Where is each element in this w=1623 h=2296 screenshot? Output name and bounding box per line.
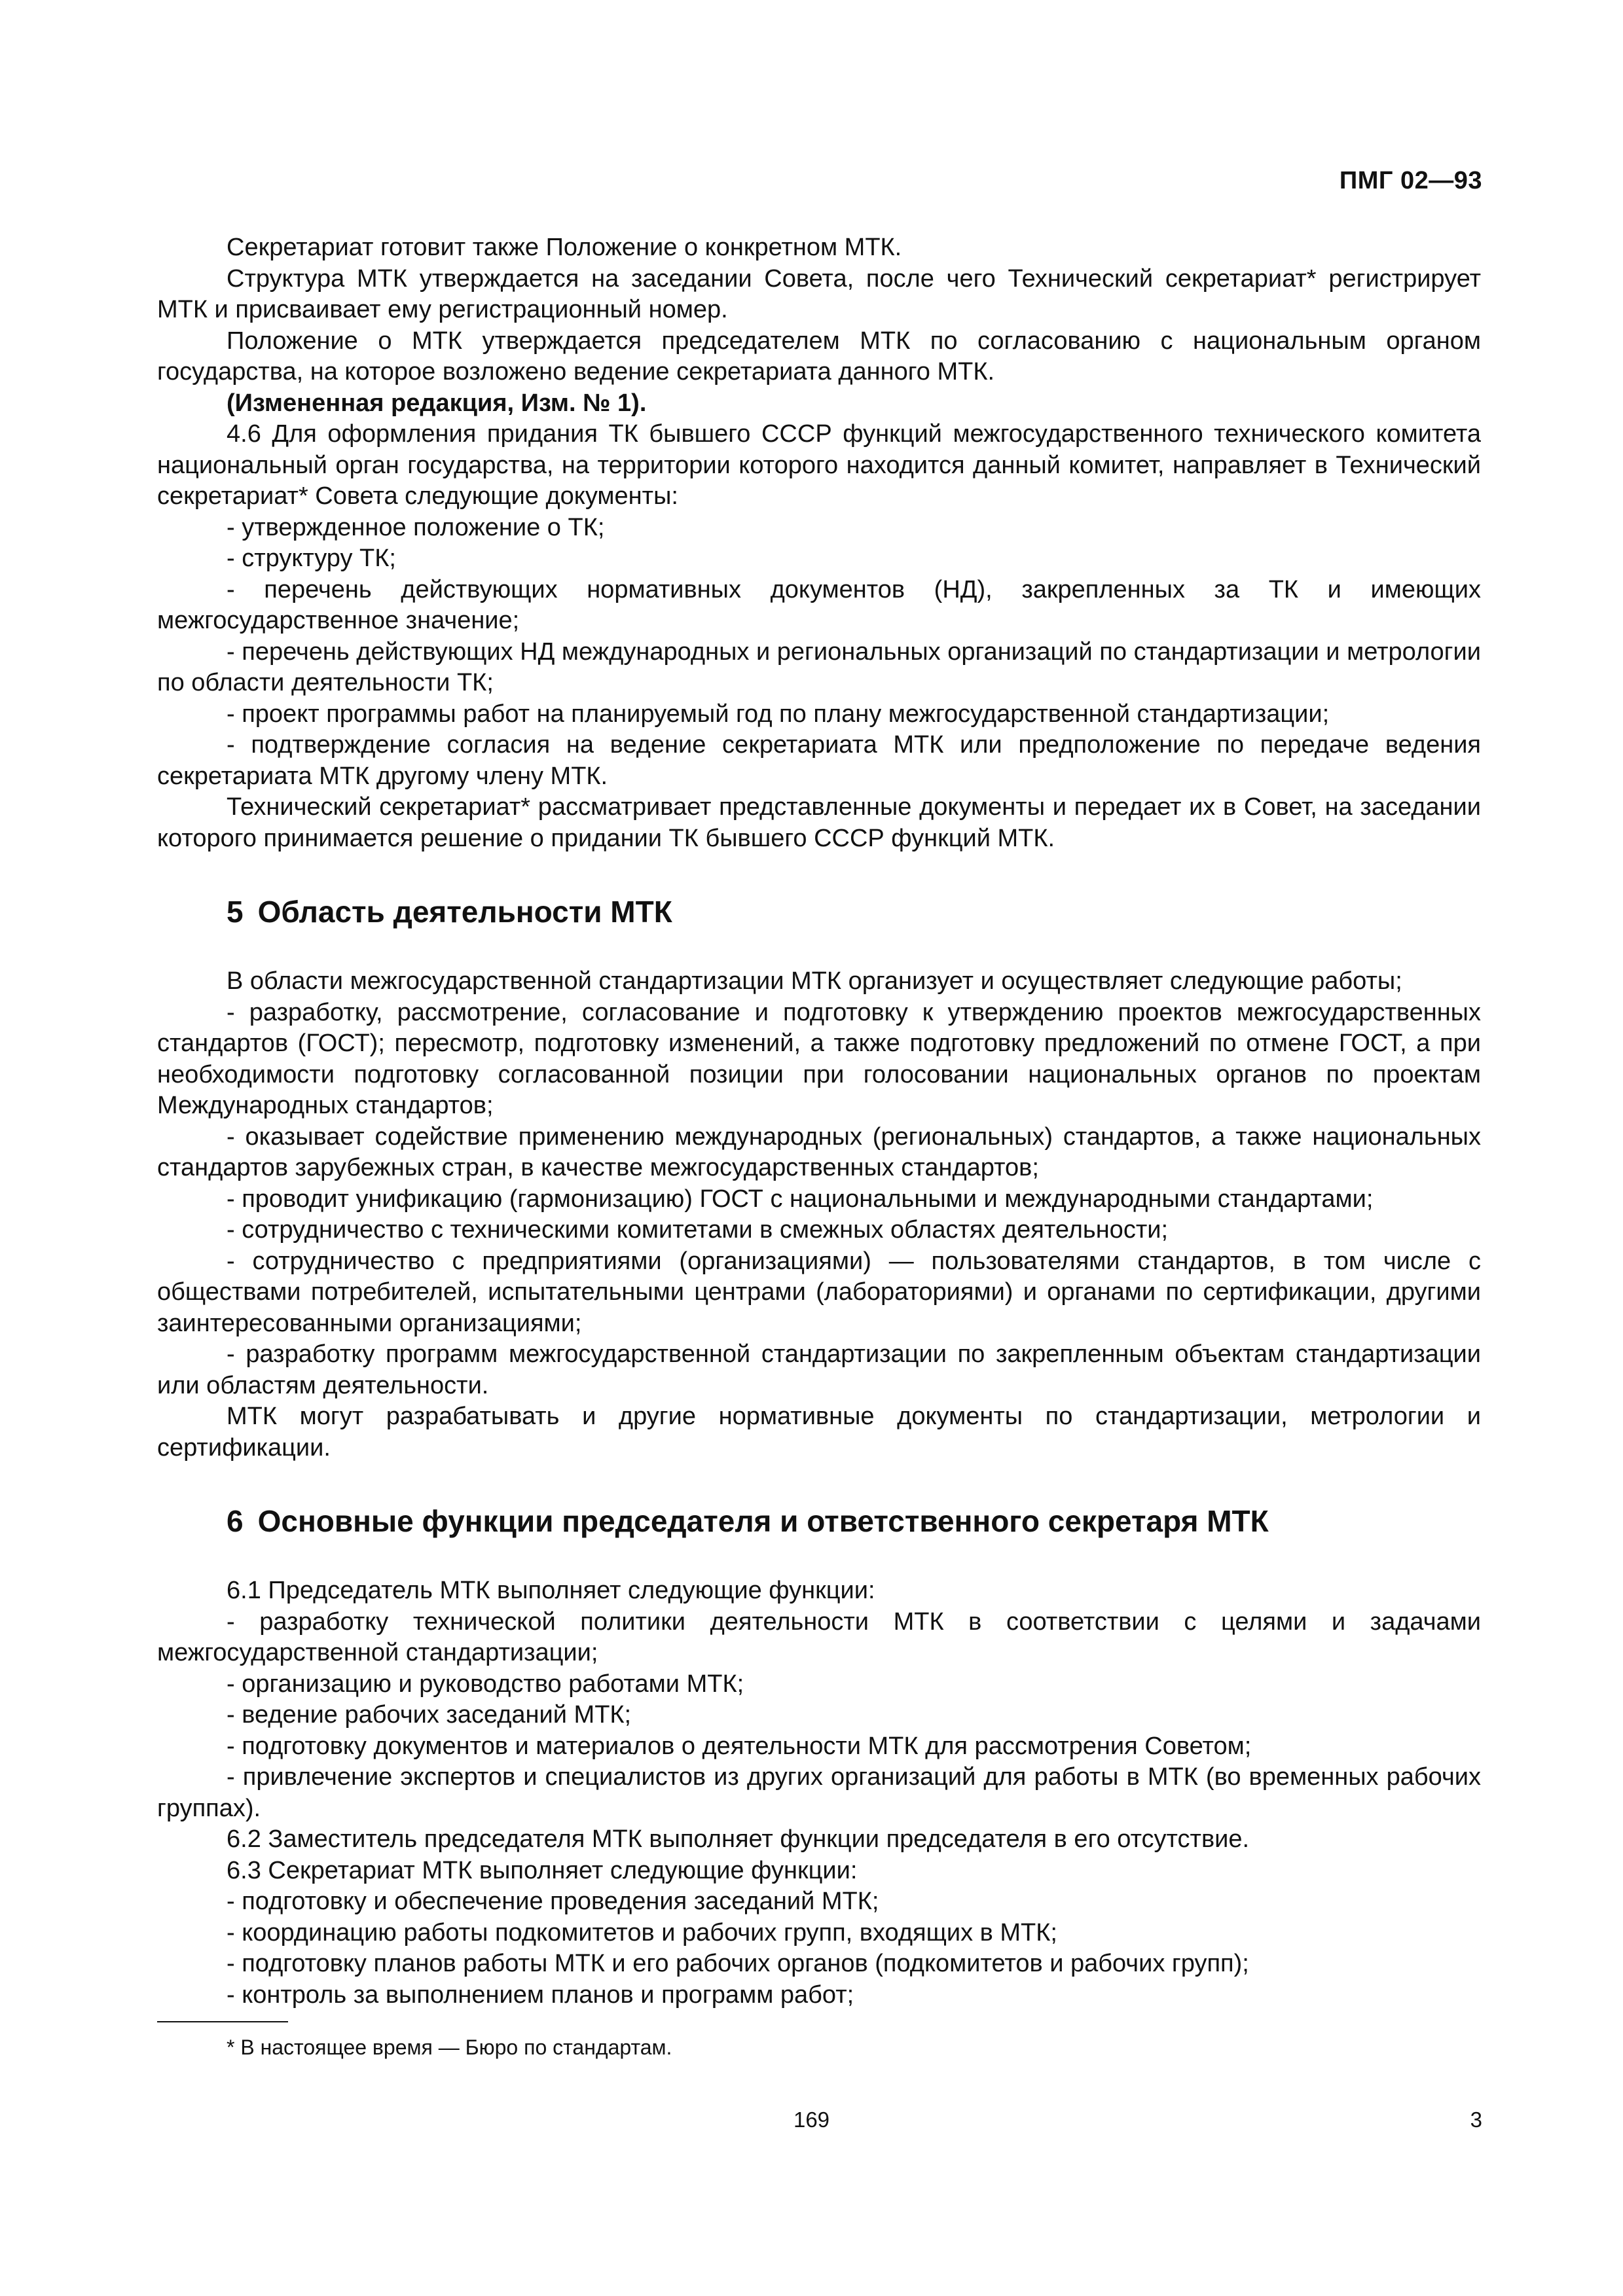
list-item: - разработку, рассмотрение, согласование и подготовку к утверждению проектов межгосударственных стандартов (ГОСТ); пересмотр, подготовку изменений, а также подготовку предложений по отмене ГОСТ, а при необходимости подготовку согласованной позиции при голосовании национальных органов по проектам Международных стандартов; [157, 998, 1481, 1119]
list-item: - сотрудничество с техническими комитетами в смежных областях деятельности; [227, 1216, 1169, 1244]
paragraph: 4.6 Для оформления придания ТК бывшего СССР функций межгосударственного технического комитета национальный орган государства, на территории которого находится данный комитет, направляет в Технический секретариат* Совета следующие документы: [157, 420, 1481, 510]
section-6-heading [157, 1503, 1481, 1539]
list-item: - организацию и руководство работами МТК; [227, 1670, 744, 1698]
list-item: - сотрудничество с предприятиями (организациями) — пользователями стандартов, в том числе с обществами потребителей, испытательными центрами (лабораториями) и органами по сертификации, другими заинтересованными организациями; [157, 1247, 1481, 1337]
list-item: - перечень действующих нормативных документов (НД), закрепленных за ТК и имеющих межгосударственное значение; [157, 575, 1481, 634]
list-item: - структуру ТК; [227, 545, 396, 572]
paragraph: 6.1 Председатель МТК выполняет следующие функции: [227, 1577, 875, 1604]
paragraph: Структура МТК утверждается на заседании Совета, после чего Технический секретариат* регистрирует МТК и присваивает ему регистрационный номер. [157, 264, 1481, 323]
section-5-heading [157, 893, 1481, 930]
list-item: - разработку программ межгосударственной стандартизации по закрепленным объектам стандартизации или областям деятельности. [157, 1340, 1481, 1399]
list-item: - оказывает содействие применению международных (региональных) стандартов, а также национальных стандартов зарубежных стран, в качестве межгосударственных стандартов; [157, 1122, 1481, 1181]
section-title: Основные функции председателя и ответственного секретаря МТК [257, 1504, 1269, 1538]
list-item: - проводит унификацию (гармонизацию) ГОСТ с национальными и международными стандартами; [227, 1185, 1374, 1213]
paragraph: 6.3 Секретариат МТК выполняет следующие функции: [227, 1856, 858, 1884]
paragraph: Положение о МТК утверждается председателем МТК по согласованию с национальным органом государства, на которое возложено ведение секретариата данного МТК. [157, 327, 1481, 386]
list-item: - утвержденное положение о ТК; [227, 513, 605, 541]
amendment-note: (Измененная редакция, Изм. № 1). [227, 389, 647, 417]
footnote: * В настоящее время — Бюро по стандартам. [227, 2036, 672, 2059]
section-number: 5 [227, 895, 244, 929]
list-item: - координацию работы подкомитетов и рабочих групп, входящих в МТК; [227, 1918, 1057, 1946]
paragraph: Технический секретариат* рассматривает представленные документы и передает их в Совет, на заседании которого принимается решение о придании ТК бывшего СССР функций МТК. [157, 793, 1481, 852]
document-code: ПМГ 02—93 [1339, 167, 1482, 194]
list-item: - разработку технической политики деятельности МТК в соответствии с целями и задачами межгосударственной стандартизации; [157, 1607, 1481, 1666]
paragraph: 6.2 Заместитель председателя МТК выполняет функции председателя в его отсутствие. [227, 1825, 1250, 1853]
list-item: - проект программы работ на планируемый год по плану межгосударственной стандартизации; [227, 700, 1330, 728]
footnote-divider [157, 2021, 288, 2022]
list-item: - ведение рабочих заседаний МТК; [227, 1701, 632, 1729]
document-body [157, 232, 1481, 2011]
paragraph: МТК могут разрабатывать и другие нормативные документы по стандартизации, метрологии и сертификации. [157, 1403, 1481, 1462]
list-item: - подготовку планов работы МТК и его рабочих органов (подкомитетов и рабочих групп); [227, 1950, 1249, 1977]
section-number: 6 [227, 1504, 244, 1538]
page-number-right: 3 [1470, 2108, 1482, 2132]
list-item: - контроль за выполнением планов и программ работ; [227, 1981, 854, 2009]
paragraph: В области межгосударственной стандартизации МТК организует и осуществляет следующие работы; [227, 967, 1402, 995]
list-item: - подтверждение согласия на ведение секретариата МТК или предположение по передаче ведения секретариата МТК другому члену МТК. [157, 731, 1481, 790]
list-item: - перечень действующих НД международных и региональных организаций по стандартизации и метрологии по области деятельности ТК; [157, 637, 1481, 696]
list-item: - подготовку документов и материалов о деятельности МТК для рассмотрения Советом; [227, 1732, 1252, 1760]
paragraph: Секретариат готовит также Положение о конкретном МТК. [227, 234, 902, 261]
section-title: Область деятельности МТК [257, 895, 672, 929]
page-number-center: 169 [793, 2108, 830, 2132]
list-item: - подготовку и обеспечение проведения заседаний МТК; [227, 1888, 879, 1915]
list-item: - привлечение экспертов и специалистов из других организаций для работы в МТК (во временных рабочих группах). [157, 1763, 1481, 1822]
